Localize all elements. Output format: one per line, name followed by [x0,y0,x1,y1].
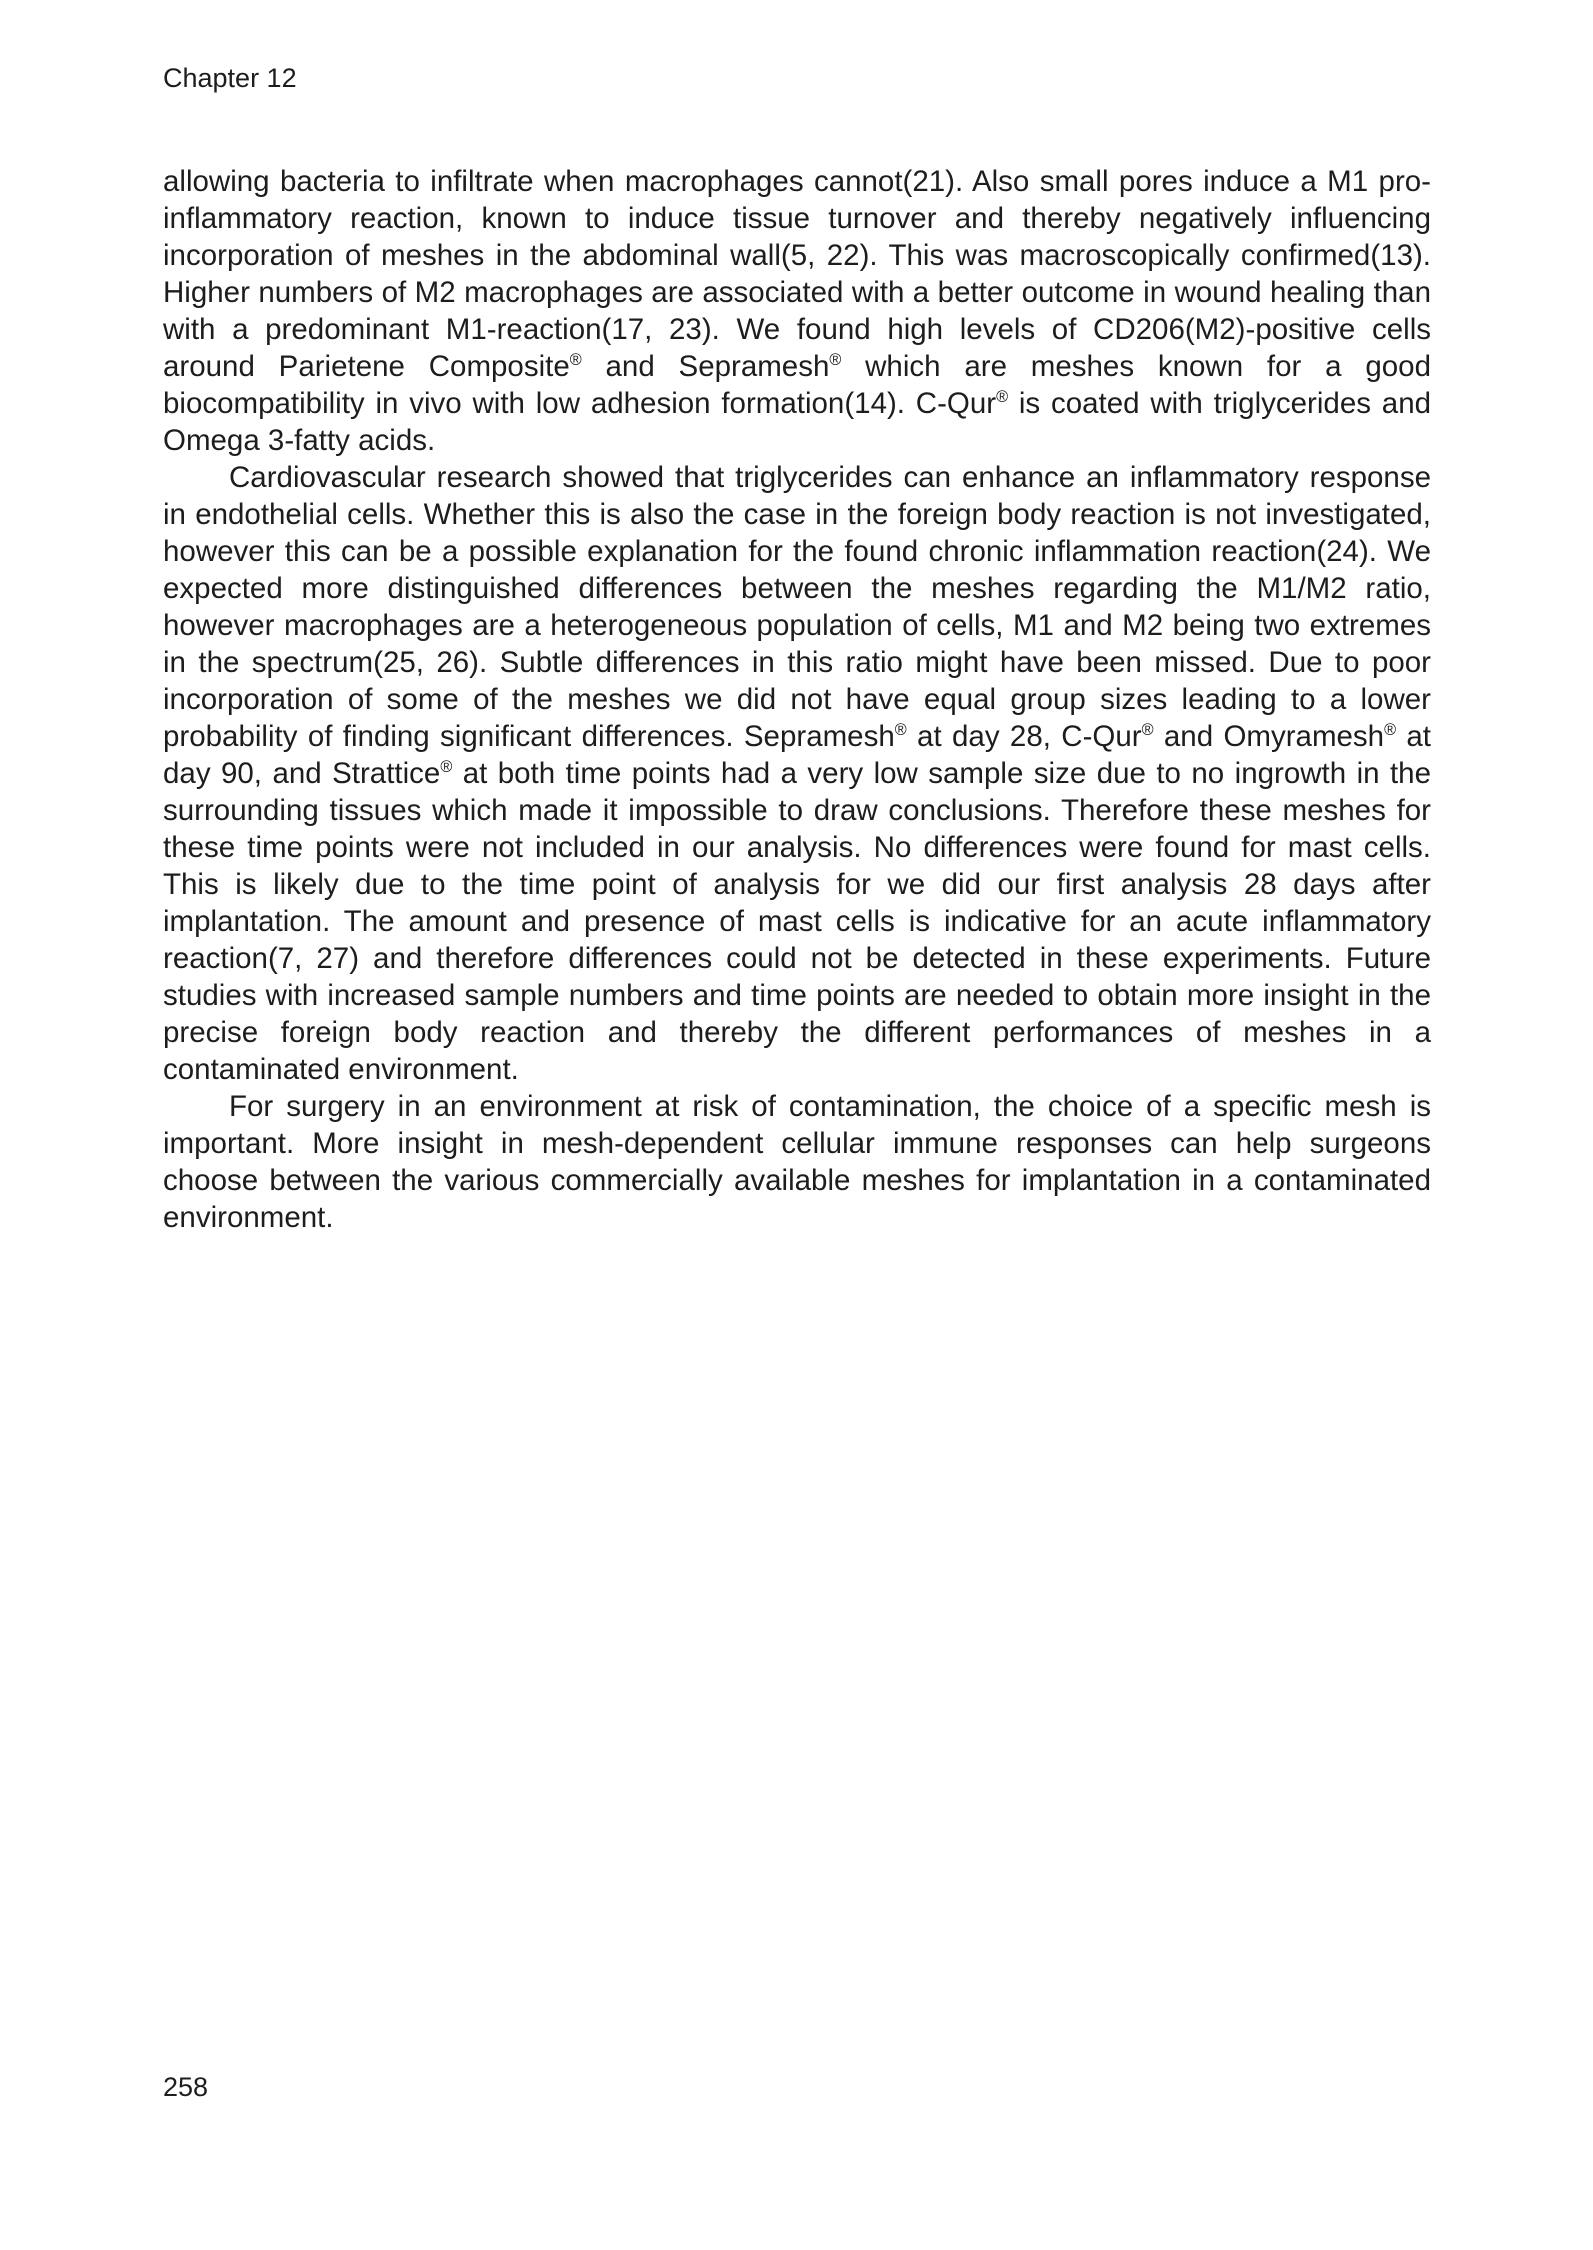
chapter-header: Chapter 12 [163,63,297,93]
body-paragraph-3: For surgery in an environment at risk of contamination, the choice of a specific mesh is important. More insight in mesh-dependent cellular immune responses can help surgeons choose between the various commercially available meshes for implantation in a contaminated environment. [163,1090,1431,1234]
body-paragraph-1: allowing bacteria to infiltrate when macrophages cannot(21). Also small pores induce a M1 pro-inflammatory reaction, known to induce tissue turnover and thereby negatively influencing incorporation of meshes in the abdominal wall(5, 22). This was macroscopically confirmed(13). Higher numbers of M2 macrophages are associated with a better outcome in wound healing than with a predominant M1-reaction(17, 23). We found high levels of CD206(M2)-positive cells around Parietene Composite® and Sepramesh® which are meshes known for a good biocompatibility in vivo with low adhesion formation(14). C-Qur® is coated with triglycerides and Omega 3-fatty acids. [163,165,1432,457]
body-text-block [163,163,1431,1236]
page-number: 258 [163,2072,209,2102]
body-paragraph-2: Cardiovascular research showed that triglycerides can enhance an inflammatory response in endothelial cells. Whether this is also the case in the foreign body reaction is not investigated, however this can be a possible explanation for the found chronic inflammation reaction(24). We expected more distinguished differences between the meshes regarding the M1/M2 ratio, however macrophages are a heterogeneous population of cells, M1 and M2 being two extremes in the spectrum(25, 26). Subtle differences in this ratio might have been missed. Due to poor incorporation of some of the meshes we did not have equal group sizes leading to a lower probability of finding significant differences. Sepramesh® at day 28, C-Qur® and Omyramesh® at day 90, and Strattice® at both time points had a very low sample size due to no ingrowth in the surrounding tissues which made it impossible to draw conclusions. Therefore these meshes for these time points were not included in our analysis. No differences were found for mast cells. This is likely due to the time point of analysis for we did our first analysis 28 days after implantation. The amount and presence of mast cells is indicative for an acute inflammatory reaction(7, 27) and therefore differences could not be detected in these experiments. Future studies with increased sample numbers and time points are needed to obtain more insight in the precise foreign body reaction and thereby the different performances of meshes in a contaminated environment. [163,461,1431,1086]
